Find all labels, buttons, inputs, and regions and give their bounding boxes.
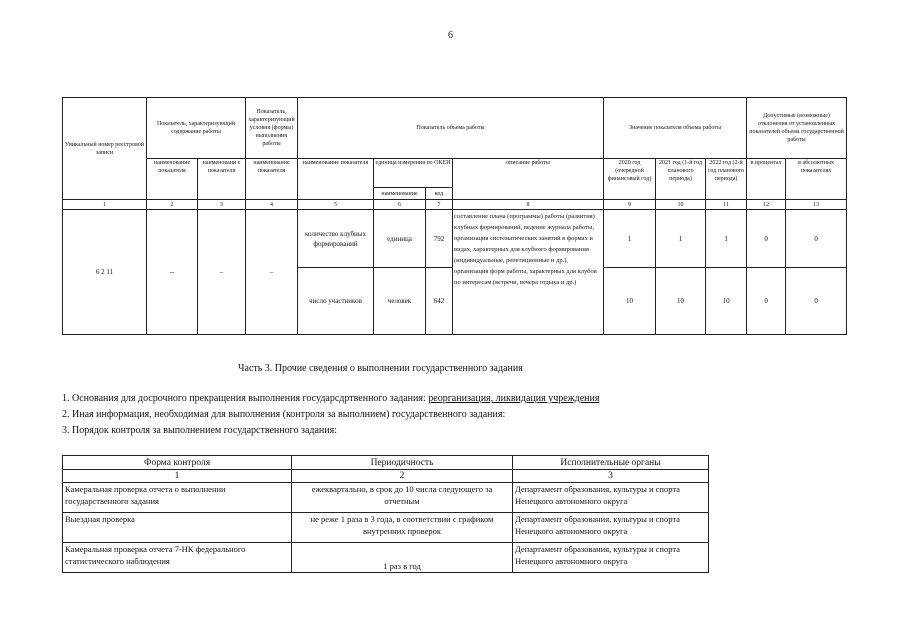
record-content-value-1: --: [147, 210, 198, 335]
early-termination-grounds: [62, 393, 599, 404]
header-conditions-indicator: Показатель, характеризующий условия (формы) выполнения работы: [246, 98, 298, 159]
column-number: 5: [298, 200, 374, 210]
row-value-2021: 10: [656, 268, 706, 335]
header-indicator-name-3: наименование показателя: [246, 159, 298, 200]
header-work-description: описание работы: [453, 159, 604, 200]
column-number: 9: [604, 200, 656, 210]
column-number: 10: [656, 200, 706, 210]
column-number: 4: [246, 200, 298, 210]
row-value-2021: 1: [656, 210, 706, 268]
record-unique-number: 6 2 11: [63, 210, 147, 335]
row-unit-name: единица: [374, 210, 426, 268]
table-row: [63, 543, 709, 573]
other-information: 2. Иная информация, необходимая для выполнения (контроля за выполнием) государственного задания:: [62, 409, 506, 420]
table-row: [63, 513, 709, 543]
work-description: составление плана (программы) работы (развития) клубных формирований, ведение журнала работы, организация систематических занятий в формах и видах, характерных для клубного формирования (индивидуальные, репетиционные и др.), организация форм работы, характерных для клубов по интересам (встречи, вечера отдыха и др.): [453, 210, 604, 335]
header-unit-code: код: [426, 188, 453, 200]
column-number: 1: [63, 200, 147, 210]
row-indicator-name: количество клубных формирований: [298, 210, 374, 268]
executive-body: Департамент образования, культуры и спорта Ненецкого автономного округа: [513, 483, 709, 513]
header-deviations: Допустимые (возможные) отклонения от установленных показателей объема государственной работы: [747, 98, 847, 159]
periodicity: не реже 1 раза в 3 года, в соответствии с графиком внутренних проверок: [292, 513, 513, 543]
work-volume-table: [62, 97, 847, 335]
column-number: 13: [786, 200, 847, 210]
record-content-value-2: –: [198, 210, 246, 335]
control-procedure-heading: 3. Порядок контроля за выполнением государственного задания:: [62, 425, 337, 436]
row-value-2020: 10: [604, 268, 656, 335]
column-number: 2: [147, 200, 198, 210]
executive-body: Департамент образования, культуры и спорта Ненецкого автономного округа: [513, 543, 709, 573]
header-unique-number: Уникальный номер реестровой записи: [63, 98, 147, 200]
control-table: [62, 455, 709, 573]
column-number: 3: [198, 200, 246, 210]
header-executive-bodies: Исполнительные органы: [513, 456, 709, 470]
header-unit-okei: единица измерения по ОКЕИ: [374, 159, 453, 188]
control-form: Выездная проверка: [63, 513, 292, 543]
row-unit-code: 642: [426, 268, 453, 335]
header-year-2022: 2022 год (2-й год планового периода): [706, 159, 747, 200]
header-in-absolute: в абсолютных показателях: [786, 159, 847, 200]
column-number: 2: [292, 470, 513, 483]
page-number: 6: [448, 30, 453, 41]
header-indicator-name-2: наименовани е показателя: [198, 159, 246, 200]
header-volume-indicator: Показатель объема работы: [298, 98, 604, 159]
header-indicator-name-1: наименование показателя: [147, 159, 198, 200]
early-termination-label: 1. Основания для досрочного прекращения выполнения государсдртвенного задания:: [62, 393, 429, 404]
part3-title: Часть 3. Прочие сведения о выполнении государственного задания: [238, 363, 523, 374]
row-deviation-absolute: 0: [786, 268, 847, 335]
header-year-2021: 2021 год (1-й год планового периода): [656, 159, 706, 200]
row-deviation-absolute: 0: [786, 210, 847, 268]
row-deviation-percent: 0: [747, 268, 786, 335]
early-termination-value: реорганизация, ликвидация учреждения: [428, 393, 600, 404]
header-control-form: Форма контроля: [63, 456, 292, 470]
column-number: 1: [63, 470, 292, 483]
header-year-2020: 2020 год (очередной финансовый год): [604, 159, 656, 200]
executive-body: Департамент образования, культуры и спорта Ненецкого автономного округа: [513, 513, 709, 543]
periodicity: ежеквартально, в срок до 10 числа следующего за отчетным: [292, 483, 513, 513]
periodicity: 1 раз в год: [292, 543, 513, 573]
column-number: 3: [513, 470, 709, 483]
header-content-indicator: Показатель, характеризующий содержание работы: [147, 98, 246, 159]
row-unit-code: 792: [426, 210, 453, 268]
column-number: 12: [747, 200, 786, 210]
header-periodicity: Периодичность: [292, 456, 513, 470]
record-conditions-value: –: [246, 210, 298, 335]
column-number: 7: [426, 200, 453, 210]
column-number: 11: [706, 200, 747, 210]
control-form: Камеральная проверка отчета о выполнении государственного задания: [63, 483, 292, 513]
row-deviation-percent: 0: [747, 210, 786, 268]
header-unit-name: наименование: [374, 188, 426, 200]
row-value-2022: 10: [706, 268, 747, 335]
header-indicator-name-4: наименование показателя: [298, 159, 374, 200]
row-indicator-name: число участников: [298, 268, 374, 335]
table-row: [63, 483, 709, 513]
column-number: 8: [453, 200, 604, 210]
row-value-2020: 1: [604, 210, 656, 268]
row-unit-name: человек: [374, 268, 426, 335]
header-volume-value: Значение показателя объема работы: [604, 98, 747, 159]
control-form: Камеральная проверка отчета 7-НК федерального статистического наблюдения: [63, 543, 292, 573]
header-in-percent: в процентах: [747, 159, 786, 200]
column-number: 6: [374, 200, 426, 210]
row-value-2022: 1: [706, 210, 747, 268]
